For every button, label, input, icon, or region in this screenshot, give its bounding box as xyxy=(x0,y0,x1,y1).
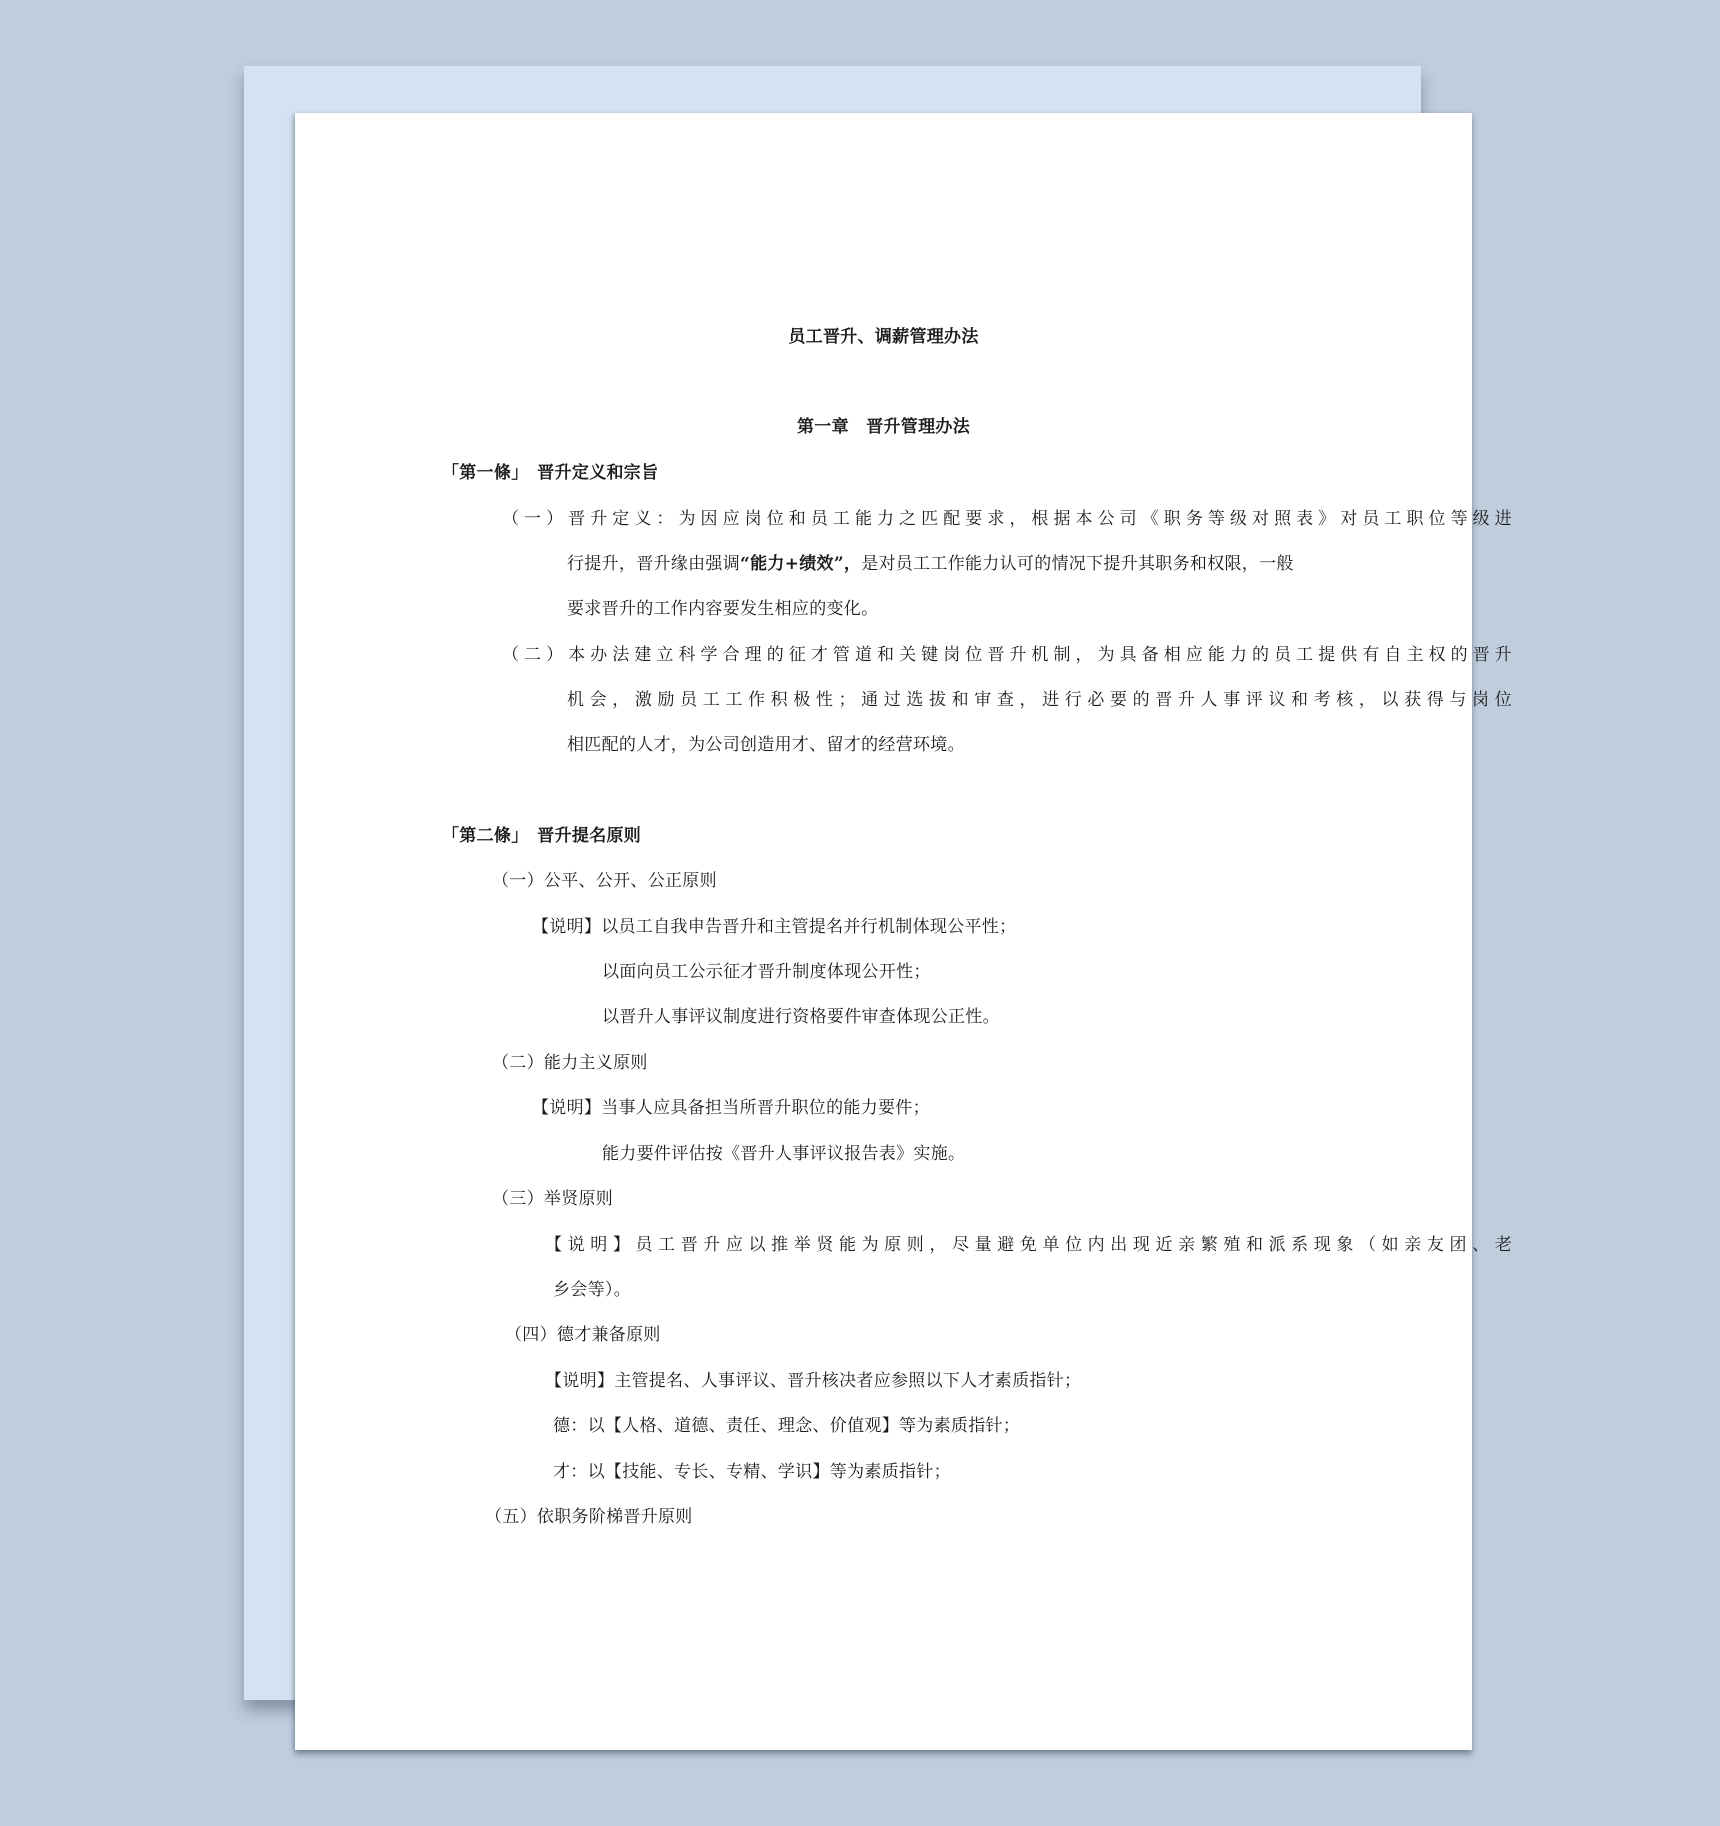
principle-2-note-2: 能力要件评估按《晋升人事评议报告表》实施。 xyxy=(602,1144,966,1164)
principle-4-note-1: 【说明】主管提名、人事评议、晋升核决者应参照以下人才素质指针； xyxy=(545,1371,1082,1391)
principle-3-note-2: 乡会等）。 xyxy=(553,1280,631,1300)
principle-1-note-2: 以面向员工公示征才晋升制度体现公开性； xyxy=(602,962,931,982)
article-1-item-2-line-2: 机会，激励员工工作积极性；通过选拔和审查，进行必要的晋升人事评议和考核，以获得与岗位 xyxy=(567,690,1512,710)
principle-5-title: （五）依职务阶梯晋升原则 xyxy=(485,1507,693,1527)
principle-2-note-1: 【说明】当事人应具备担当所晋升职位的能力要件； xyxy=(532,1098,930,1118)
article-1-item-2-line-1: （二）本办法建立科学合理的征才管道和关键岗位晋升机制，为具备相应能力的员工提供有自主权的晋升 xyxy=(502,645,1512,665)
article-1-item-1-line-2 xyxy=(567,553,1577,575)
principle-3-title: （三）举贤原则 xyxy=(492,1189,614,1209)
article-1-item-1-line-3: 要求晋升的工作内容要发生相应的变化。 xyxy=(567,599,879,619)
article-1-item-1-line-2-post: 是对员工工作能力认可的情况下提升其职务和权限，一般 xyxy=(861,554,1294,574)
principle-1-title: （一）公平、公开、公正原则 xyxy=(492,871,717,891)
article-1-item-1-line-2-pre: 行提升，晋升缘由强调 xyxy=(567,554,740,574)
document-title: 员工晋升、调薪管理办法 xyxy=(788,327,979,347)
principle-1-note-3: 以晋升人事评议制度进行资格要件审查体现公正性。 xyxy=(602,1007,1000,1027)
document-page xyxy=(295,113,1512,1750)
emphasis-ability-performance: “能力+绩效”， xyxy=(740,554,862,574)
principle-4-note-3: 才：以【技能、专长、专精、学识】等为素质指针； xyxy=(553,1462,951,1482)
principle-4-note-2: 德：以【人格、道德、责任、理念、价值观】等为素质指针； xyxy=(553,1416,1021,1436)
principle-4-title: （四）德才兼备原则 xyxy=(505,1325,661,1345)
article-1-item-1-line-1: （一）晋升定义：为因应岗位和员工能力之匹配要求，根据本公司《职务等级对照表》对员工职位等级进 xyxy=(502,509,1512,529)
article-1-heading: 「第一條」 晋升定义和宗旨 xyxy=(442,463,659,483)
principle-3-note-1: 【说明】员工晋升应以推举贤能为原则，尽量避免单位内出现近亲繁殖和派系现象（如亲友团、老 xyxy=(545,1235,1512,1255)
article-1-item-2-line-3: 相匹配的人才，为公司创造用才、留才的经营环境。 xyxy=(567,735,965,755)
principle-1-note-1: 【说明】以员工自我申告晋升和主管提名并行机制体现公平性； xyxy=(532,917,1017,937)
article-2-heading: 「第二條」 晋升提名原则 xyxy=(442,826,642,846)
chapter-heading: 第一章 晋升管理办法 xyxy=(797,417,970,437)
principle-2-title: （二）能力主义原则 xyxy=(492,1053,648,1073)
